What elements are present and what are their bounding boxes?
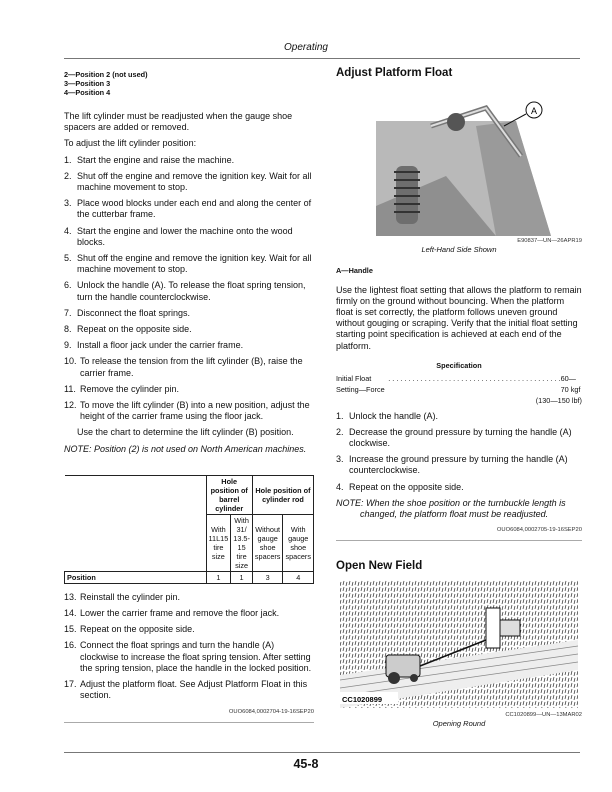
spec-label: Initial Float Setting—Force <box>336 374 385 395</box>
procedure-steps-continued <box>64 592 314 702</box>
step-item <box>64 155 314 166</box>
spec-leader: . . . . . . . . . . . . . . . . . . . . . . . . . . . . . . . . . . . . . . . . . . . <box>388 374 561 384</box>
step-number: 14. <box>64 608 77 619</box>
spec-row <box>336 373 582 395</box>
step-item <box>64 608 314 619</box>
step-text: Unlock the handle (A). To release the float spring tension, turn the handle counterclockwise. <box>77 280 306 302</box>
table-header: Hole position of cylinder rod <box>252 475 313 514</box>
step-text: To move the lift cylinder (B) into a new position, adjust the height of the carrier frame using the floor jack. <box>80 400 310 422</box>
step-text: Remove the cylinder pin. <box>80 383 180 394</box>
footer-rule <box>64 752 580 753</box>
section-title: Adjust Platform Float <box>336 67 453 79</box>
step-text: Lower the carrier frame and remove the floor jack. <box>80 608 280 619</box>
reference-code: OUO6084,0002705-19-16SEP20 <box>496 527 582 534</box>
legend-item: 2—Position 2 (not used) <box>64 70 148 79</box>
cylinder-position-table <box>64 475 314 584</box>
step-text: Repeat on the opposite side. <box>77 324 192 335</box>
step-number: 8. <box>64 324 72 335</box>
legend-item: 3—Position 3 <box>64 79 111 88</box>
legend-item: 4—Position 4 <box>64 88 111 97</box>
step-number: 5. <box>64 253 72 264</box>
step-number: 13. <box>64 591 77 602</box>
step-text: Adjust the platform float. See Adjust Platform Float in this section. <box>80 679 308 701</box>
step-item <box>64 340 314 351</box>
step-number: 4. <box>336 481 344 492</box>
field-figure <box>336 580 582 720</box>
step-text: Connect the float springs and turn the handle (A) clockwise to increase the float spring tension. After setting the spring tension, place the handle in the locked position. <box>80 640 312 673</box>
float-steps <box>336 411 582 493</box>
step-item <box>64 280 314 302</box>
step-number: 9. <box>64 340 72 351</box>
step-item <box>64 308 314 319</box>
step-item <box>336 427 582 449</box>
step-item <box>64 640 314 674</box>
step-text: Place wood blocks under each end and along the center of the cutterbar frame. <box>77 198 312 220</box>
step-number: 16. <box>64 640 77 651</box>
procedure-steps <box>64 155 314 423</box>
callout-legend: A—Handle <box>336 266 373 276</box>
step-item <box>64 226 314 248</box>
step-item <box>64 679 314 701</box>
table-cell: 4 <box>283 571 314 583</box>
callout-a: A <box>530 106 538 117</box>
intro-paragraph: The lift cylinder must be readjusted when the gauge shoe spacers are added or removed. <box>64 111 293 133</box>
spec-value: 60—70 kgf <box>560 374 581 395</box>
step-number: 7. <box>64 307 72 318</box>
table-row-label: Position <box>65 571 207 583</box>
step-text: Increase the ground pressure by turning the handle (A) counterclockwise. <box>349 454 568 476</box>
header-rule <box>64 58 580 59</box>
left-column <box>64 70 314 723</box>
float-figure <box>336 86 582 246</box>
right-column <box>336 68 582 729</box>
step-number: 1. <box>336 410 344 421</box>
table-cell: 1 <box>231 571 253 583</box>
table-cell: 3 <box>252 571 283 583</box>
intro-paragraph: To adjust the lift cylinder position: <box>64 138 197 149</box>
note: NOTE: When the shoe position or the turnbuckle length is changed, the platform float must be readjusted. <box>336 497 566 520</box>
step-item <box>64 384 314 395</box>
step-text: Repeat on the opposite side. <box>80 624 195 635</box>
step-item <box>336 411 582 422</box>
step-number: 10. <box>64 356 77 367</box>
figure-legend <box>64 70 314 97</box>
step-item <box>64 592 314 603</box>
step-item <box>64 356 314 378</box>
step-number: 3. <box>64 198 72 209</box>
step-item <box>64 324 314 335</box>
image-reference: E90837—UN—26APR19 <box>517 238 582 245</box>
image-reference: CC1020899—UN—13MAR02 <box>505 711 582 718</box>
figure-id-label: CC1020899 <box>342 694 383 704</box>
step-number: 6. <box>64 280 72 291</box>
step-item <box>64 198 314 220</box>
step-number: 4. <box>64 225 72 236</box>
chart-instruction: Use the chart to determine the lift cylinder (B) position. <box>77 427 294 438</box>
step-number: 1. <box>64 154 72 165</box>
step-number: 15. <box>64 624 77 635</box>
step-text: Decrease the ground pressure by turning the handle (A) clockwise. <box>349 426 572 449</box>
section-rule <box>64 722 314 723</box>
table-corner <box>65 475 207 571</box>
spec-alt-value: (130—150 lbf) <box>535 396 582 406</box>
figure-caption: Left-Hand Side Shown <box>421 245 497 255</box>
step-text: To release the tension from the lift cylinder (B), raise the carrier frame. <box>80 356 303 378</box>
table-subheader: With gauge shoe spacers <box>283 514 314 571</box>
reference-code: OUO6084,0002704-19-16SEP20 <box>228 708 314 715</box>
step-text: Unlock the handle (A). <box>349 410 439 421</box>
section-rule <box>336 540 582 541</box>
step-text: Repeat on the opposite side. <box>349 481 464 492</box>
step-text: Start the engine and lower the machine onto the wood blocks. <box>77 225 293 247</box>
step-item <box>64 171 314 193</box>
step-item <box>64 253 314 275</box>
section-title: Open New Field <box>336 560 423 573</box>
opening-round-illustration <box>336 580 582 708</box>
spec-title: Specification <box>436 360 482 370</box>
running-header: Operating <box>284 42 328 53</box>
step-text: Disconnect the float springs. <box>77 307 191 318</box>
step-text: Reinstall the cylinder pin. <box>80 591 181 602</box>
step-item <box>64 400 314 422</box>
table-subheader: With 11L15 tire size <box>206 514 231 571</box>
note: NOTE: Position (2) is not used on North American machines. <box>64 443 307 454</box>
table-subheader: With 31/ 13.5-15 tire size <box>231 514 253 571</box>
body-paragraph: Use the lightest float setting that allows the platform to remain firmly on the ground without bouncing. When the platform float is set correctly, the platform follows uneven ground without gouging or scraping. Verify that the initial float setting starting point specification is achieved at each end of the platform. <box>336 284 582 351</box>
step-text: Start the engine and raise the machine. <box>77 154 235 165</box>
table-subheader: Without gauge shoe spacers <box>252 514 283 571</box>
step-number: 12. <box>64 400 77 411</box>
platform-float-illustration <box>336 86 582 236</box>
table-cell: 1 <box>206 571 231 583</box>
step-text: Install a floor jack under the carrier frame. <box>77 340 244 351</box>
step-text: Shut off the engine and remove the ignition key. Wait for all machine movement to stop. <box>77 253 312 275</box>
step-number: 11. <box>64 383 76 394</box>
step-number: 17. <box>64 679 77 690</box>
step-item <box>336 482 582 493</box>
figure-caption: Opening Round <box>432 718 486 728</box>
step-text: Shut off the engine and remove the ignition key. Wait for all machine movement to stop. <box>77 170 312 193</box>
step-item <box>64 624 314 635</box>
step-number: 2. <box>336 426 344 437</box>
table-header: Hole position of barrel cylinder <box>206 475 252 514</box>
page-number: 45-8 <box>293 757 319 771</box>
step-number: 2. <box>64 170 72 181</box>
step-number: 3. <box>336 454 344 465</box>
step-item <box>336 454 582 476</box>
